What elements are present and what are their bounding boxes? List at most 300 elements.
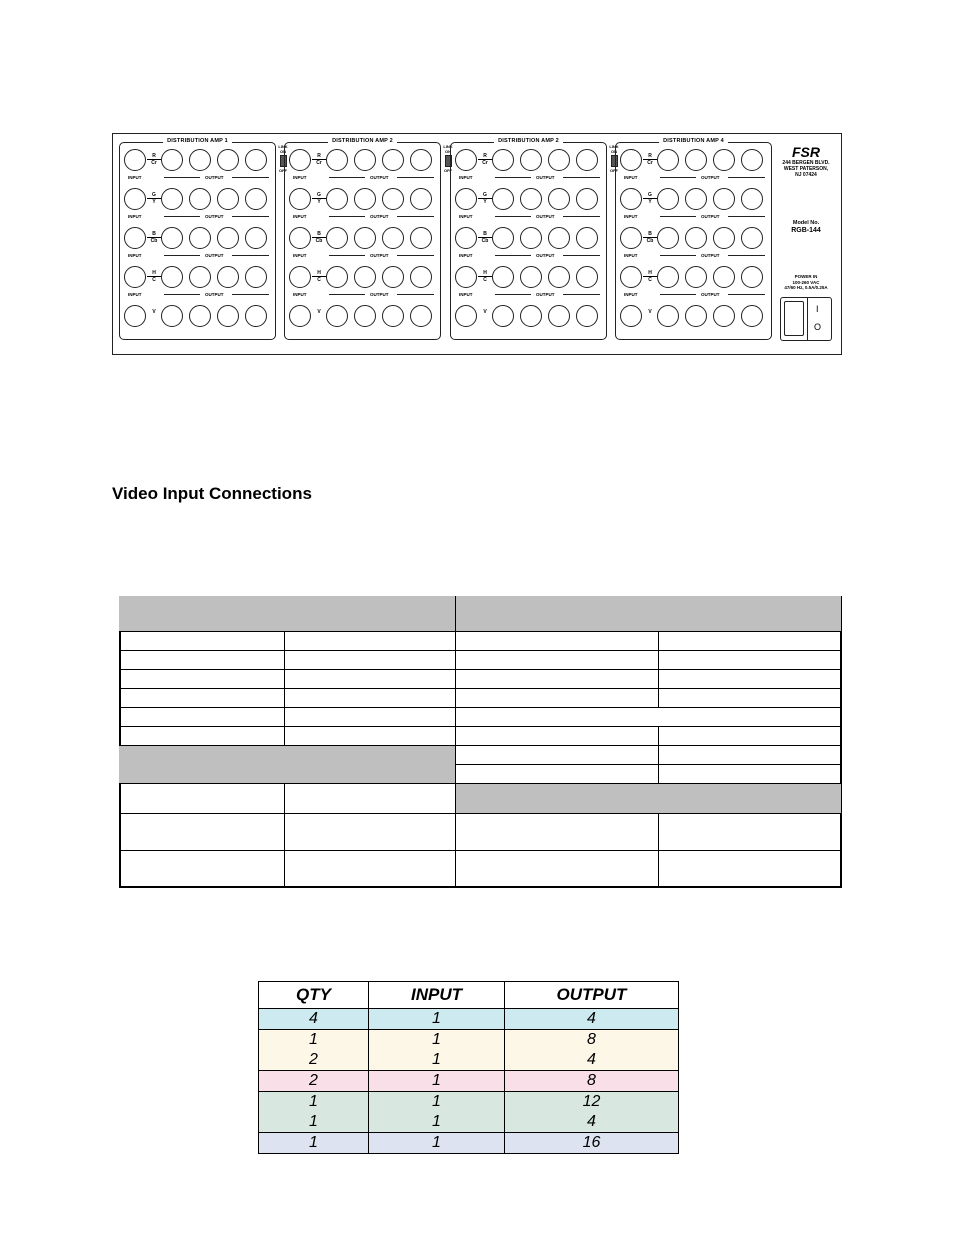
brand-address-line: 244 BERGEN BLVD. xyxy=(782,160,830,166)
output-connector-icon[interactable] xyxy=(685,266,707,288)
power-block xyxy=(773,274,839,291)
table-cell xyxy=(659,746,842,765)
input-label: INPUT xyxy=(459,175,473,180)
input-label: INPUT xyxy=(624,253,638,258)
output-connector-icon[interactable] xyxy=(161,305,183,327)
signal-alt-name: Cb xyxy=(315,238,323,244)
output-connector-icon[interactable] xyxy=(410,305,432,327)
output-line xyxy=(728,294,765,295)
output-connector-icon[interactable] xyxy=(492,227,514,249)
signal-name: H xyxy=(478,270,492,277)
input-label: INPUT xyxy=(624,175,638,180)
input-label: INPUT xyxy=(293,253,307,258)
signal-alt-name: Cb xyxy=(646,238,654,244)
output-connector-icon[interactable] xyxy=(520,149,542,171)
signal-name: B xyxy=(312,231,326,238)
table-cell xyxy=(285,814,456,851)
cell-value: 1 xyxy=(432,1113,441,1130)
table-cell xyxy=(285,632,456,651)
input-connector-icon[interactable] xyxy=(289,188,311,210)
rocker-icon xyxy=(784,301,804,336)
signal-label xyxy=(147,153,161,166)
table-cell xyxy=(285,784,456,814)
output-line xyxy=(563,294,600,295)
link-on-label: ON xyxy=(445,149,451,154)
output-connector-icon[interactable] xyxy=(410,266,432,288)
table-cell xyxy=(456,689,659,708)
output-line xyxy=(232,177,269,178)
signal-label xyxy=(312,309,326,315)
output-line xyxy=(495,177,531,178)
input-connector-icon[interactable] xyxy=(620,227,642,249)
amp-title-text: DISTRIBUTION AMP 1 xyxy=(163,138,232,144)
input-connector-icon[interactable] xyxy=(289,266,311,288)
input-connector-icon[interactable] xyxy=(289,305,311,327)
table-cell xyxy=(659,632,842,651)
signal-alt-name: Cb xyxy=(150,238,158,244)
output-connector-icon[interactable] xyxy=(741,227,763,249)
output-connector-icon[interactable] xyxy=(657,149,679,171)
input-label: INPUT xyxy=(459,253,473,258)
output-connector-icon[interactable] xyxy=(548,188,570,210)
output-connector-icon[interactable] xyxy=(245,188,267,210)
output-connector-icon[interactable] xyxy=(713,227,735,249)
output-connector-icon[interactable] xyxy=(548,305,570,327)
output-connector-icon[interactable] xyxy=(354,188,376,210)
output-connector-icon[interactable] xyxy=(382,188,404,210)
cell-value: 16 xyxy=(582,1134,601,1151)
output-line xyxy=(232,216,269,217)
qty-cell xyxy=(259,1133,369,1154)
output-connector-icon[interactable] xyxy=(217,305,239,327)
link-on-label: ON xyxy=(280,149,286,154)
output-connector-icon[interactable] xyxy=(576,227,598,249)
cell-value: 8 xyxy=(587,1031,596,1048)
power-switch[interactable] xyxy=(780,297,832,341)
input-connector-icon[interactable] xyxy=(124,266,146,288)
output-connector-icon[interactable] xyxy=(354,227,376,249)
table-cell xyxy=(456,851,659,888)
output-connector-icon[interactable] xyxy=(685,149,707,171)
output-connector-icon[interactable] xyxy=(382,266,404,288)
qty-table-header-row xyxy=(259,982,679,1009)
table-cell xyxy=(456,632,659,651)
output-connector-icon[interactable] xyxy=(713,266,735,288)
table-header-cell xyxy=(119,746,456,784)
signal-label xyxy=(147,231,161,244)
output-connector-icon[interactable] xyxy=(161,149,183,171)
output-line xyxy=(660,294,696,295)
input-connector-icon[interactable] xyxy=(455,305,477,327)
output-connector-icon[interactable] xyxy=(410,188,432,210)
output-label: OUTPUT xyxy=(701,214,720,219)
signal-alt-name: C xyxy=(152,277,156,283)
output-connector-icon[interactable] xyxy=(685,227,707,249)
table-cell xyxy=(119,851,285,888)
output-connector-icon[interactable] xyxy=(161,188,183,210)
amp-module xyxy=(119,138,276,340)
amp-title-text: DISTRIBUTION AMP 4 xyxy=(659,138,728,144)
output-label: OUTPUT xyxy=(205,292,224,297)
input-connector-icon[interactable] xyxy=(620,305,642,327)
power-line: 47/60 Hz, 0.5A/0.25A xyxy=(784,285,828,290)
input-connector-icon[interactable] xyxy=(455,266,477,288)
signal-label xyxy=(478,153,492,166)
output-cell xyxy=(505,1092,679,1133)
model-label: Model No. xyxy=(792,220,820,226)
output-connector-icon[interactable] xyxy=(576,149,598,171)
signal-label xyxy=(478,231,492,244)
output-connector-icon[interactable] xyxy=(741,188,763,210)
table-header-cell xyxy=(456,596,842,632)
output-connector-icon[interactable] xyxy=(520,305,542,327)
output-line xyxy=(232,255,269,256)
table-cell xyxy=(119,727,285,746)
signal-alt-name: Cr xyxy=(316,160,322,166)
input-connector-icon[interactable] xyxy=(124,227,146,249)
output-connector-icon[interactable] xyxy=(576,188,598,210)
input-cell xyxy=(369,1133,505,1154)
output-line xyxy=(329,255,365,256)
table-cell xyxy=(456,651,659,670)
signal-alt-name: Cr xyxy=(482,160,488,166)
input-connector-icon[interactable] xyxy=(455,149,477,171)
input-connector-icon[interactable] xyxy=(124,149,146,171)
table-cell xyxy=(659,689,842,708)
signal-label xyxy=(312,270,326,283)
table-cell xyxy=(119,708,285,727)
output-connector-icon[interactable] xyxy=(492,188,514,210)
output-connector-icon[interactable] xyxy=(354,149,376,171)
signal-name: V xyxy=(648,309,652,315)
signal-name: R xyxy=(147,153,161,160)
output-line xyxy=(397,216,434,217)
qty-cell xyxy=(259,1009,369,1030)
output-connector-icon[interactable] xyxy=(354,305,376,327)
cell-value: 1 xyxy=(432,1093,441,1110)
cell-value: 1 xyxy=(432,1031,441,1048)
output-connector-icon[interactable] xyxy=(326,305,348,327)
output-connector-icon[interactable] xyxy=(741,149,763,171)
output-label: OUTPUT xyxy=(205,214,224,219)
output-connector-icon[interactable] xyxy=(189,266,211,288)
link-label: LINK xyxy=(609,144,619,149)
signal-name: R xyxy=(643,153,657,160)
output-label: OUTPUT xyxy=(205,253,224,258)
output-connector-icon[interactable] xyxy=(326,266,348,288)
output-line xyxy=(329,294,365,295)
input-connector-icon[interactable] xyxy=(124,188,146,210)
table-cell xyxy=(659,727,842,746)
output-connector-icon[interactable] xyxy=(382,227,404,249)
table-cell xyxy=(285,651,456,670)
output-connector-icon[interactable] xyxy=(354,266,376,288)
output-connector-icon[interactable] xyxy=(713,305,735,327)
output-connector-icon[interactable] xyxy=(713,188,735,210)
output-label: OUTPUT xyxy=(370,175,389,180)
output-connector-icon[interactable] xyxy=(217,149,239,171)
signal-label xyxy=(147,270,161,283)
switch-divider xyxy=(807,298,808,340)
output-connector-icon[interactable] xyxy=(326,149,348,171)
qty-table-row xyxy=(259,1030,679,1071)
table-cell xyxy=(456,746,659,765)
signal-label xyxy=(643,192,657,205)
table-cell xyxy=(659,670,842,689)
cell-value: 2 xyxy=(309,1072,318,1089)
output-connector-icon[interactable] xyxy=(245,149,267,171)
signal-name: G xyxy=(643,192,657,199)
output-label: OUTPUT xyxy=(205,175,224,180)
output-connector-icon[interactable] xyxy=(548,227,570,249)
signal-name: H xyxy=(147,270,161,277)
output-connector-icon[interactable] xyxy=(410,149,432,171)
signal-label xyxy=(478,309,492,315)
table-cell xyxy=(119,670,285,689)
model-block xyxy=(773,220,839,235)
input-label: INPUT xyxy=(293,175,307,180)
output-connector-icon[interactable] xyxy=(245,305,267,327)
brand-address-line: WEST PATERSON, xyxy=(783,166,829,172)
output-connector-icon[interactable] xyxy=(576,305,598,327)
signal-alt-name: Cb xyxy=(481,238,489,244)
input-connector-icon[interactable] xyxy=(289,227,311,249)
cell-value: 1 xyxy=(432,1051,441,1068)
table-cell xyxy=(285,670,456,689)
output-connector-icon[interactable] xyxy=(657,188,679,210)
output-cell xyxy=(505,1030,679,1071)
output-connector-icon[interactable] xyxy=(657,227,679,249)
output-connector-icon[interactable] xyxy=(326,227,348,249)
output-label: OUTPUT xyxy=(370,253,389,258)
output-line xyxy=(495,216,531,217)
output-line xyxy=(164,255,200,256)
signal-alt-name: Y xyxy=(483,199,487,205)
signal-label xyxy=(147,192,161,205)
input-cell xyxy=(369,1071,505,1092)
input-connector-icon[interactable] xyxy=(455,188,477,210)
amp-title-text: DISTRIBUTION AMP 2 xyxy=(494,138,563,144)
input-label: INPUT xyxy=(459,292,473,297)
qty-table-row xyxy=(259,1071,679,1092)
table-cell xyxy=(456,814,659,851)
output-connector-icon[interactable] xyxy=(217,227,239,249)
output-cell xyxy=(505,1133,679,1154)
table-cell xyxy=(659,851,842,888)
output-line xyxy=(495,294,531,295)
output-connector-icon[interactable] xyxy=(382,305,404,327)
output-connector-icon[interactable] xyxy=(492,149,514,171)
link-off-label: OFF xyxy=(610,168,618,173)
output-line xyxy=(164,294,200,295)
table-header-cell xyxy=(456,784,842,814)
signal-name: G xyxy=(147,192,161,199)
output-line xyxy=(563,177,600,178)
signal-alt-name: Cr xyxy=(647,160,653,166)
output-label: OUTPUT xyxy=(701,292,720,297)
amp-module xyxy=(284,138,441,340)
output-line xyxy=(397,294,434,295)
signal-label xyxy=(312,153,326,166)
signal-alt-name: Y xyxy=(317,199,321,205)
table-header-cell xyxy=(119,596,456,632)
output-connector-icon[interactable] xyxy=(520,227,542,249)
output-line xyxy=(660,255,696,256)
cell-value: 1 xyxy=(432,1010,441,1027)
link-label: LINK xyxy=(278,144,288,149)
output-line xyxy=(164,216,200,217)
output-connector-icon[interactable] xyxy=(685,305,707,327)
cell-value: 4 xyxy=(587,1113,596,1130)
signal-name: V xyxy=(317,309,321,315)
output-connector-icon[interactable] xyxy=(548,266,570,288)
output-label: OUTPUT xyxy=(536,175,555,180)
output-connector-icon[interactable] xyxy=(492,305,514,327)
cell-value: 4 xyxy=(587,1051,596,1068)
output-connector-icon[interactable] xyxy=(245,227,267,249)
input-cell xyxy=(369,1030,505,1071)
input-label: INPUT xyxy=(624,292,638,297)
signal-alt-name: C xyxy=(317,277,321,283)
output-connector-icon[interactable] xyxy=(189,227,211,249)
qty-table-row xyxy=(259,1133,679,1154)
output-connector-icon[interactable] xyxy=(189,149,211,171)
amp-title xyxy=(120,138,275,144)
output-connector-icon[interactable] xyxy=(161,227,183,249)
signal-name: H xyxy=(312,270,326,277)
output-connector-icon[interactable] xyxy=(189,188,211,210)
table-cell xyxy=(659,814,842,851)
cell-value: 1 xyxy=(309,1093,318,1110)
output-connector-icon[interactable] xyxy=(520,188,542,210)
input-connector-icon[interactable] xyxy=(620,188,642,210)
table-cell xyxy=(456,765,659,784)
output-label: OUTPUT xyxy=(701,175,720,180)
output-line xyxy=(660,216,696,217)
output-connector-icon[interactable] xyxy=(741,266,763,288)
connection-grid-table xyxy=(119,596,842,888)
signal-label xyxy=(312,231,326,244)
power-on-symbol: I xyxy=(816,304,819,314)
amp-title xyxy=(616,138,771,144)
table-cell xyxy=(119,651,285,670)
output-line xyxy=(397,177,434,178)
output-connector-icon[interactable] xyxy=(326,188,348,210)
table-cell xyxy=(285,727,456,746)
amp-title xyxy=(451,138,606,144)
output-line xyxy=(728,177,765,178)
signal-label xyxy=(643,153,657,166)
output-connector-icon[interactable] xyxy=(657,266,679,288)
output-label: OUTPUT xyxy=(536,214,555,219)
qty-cell xyxy=(259,1092,369,1133)
output-connector-icon[interactable] xyxy=(161,266,183,288)
input-connector-icon[interactable] xyxy=(620,266,642,288)
signal-alt-name: C xyxy=(648,277,652,283)
output-connector-icon[interactable] xyxy=(548,149,570,171)
output-line xyxy=(563,216,600,217)
signal-name: V xyxy=(483,309,487,315)
output-connector-icon[interactable] xyxy=(741,305,763,327)
output-connector-icon[interactable] xyxy=(245,266,267,288)
signal-name: R xyxy=(312,153,326,160)
signal-label xyxy=(478,192,492,205)
qty-header: QTY xyxy=(259,982,369,1009)
input-label: INPUT xyxy=(293,214,307,219)
input-cell xyxy=(369,1092,505,1133)
qty-table-row xyxy=(259,1009,679,1030)
signal-name: B xyxy=(147,231,161,238)
output-line xyxy=(495,255,531,256)
input-label: INPUT xyxy=(128,214,142,219)
table-cell xyxy=(119,689,285,708)
output-connector-icon[interactable] xyxy=(685,188,707,210)
output-line xyxy=(329,177,365,178)
output-connector-icon[interactable] xyxy=(217,188,239,210)
cell-value: 4 xyxy=(587,1010,596,1027)
power-line: POWER IN xyxy=(794,274,818,279)
output-connector-icon[interactable] xyxy=(189,305,211,327)
amp-title-text: DISTRIBUTION AMP 2 xyxy=(328,138,397,144)
link-label: LINK xyxy=(443,144,453,149)
qty-table-row xyxy=(259,1092,679,1133)
output-connector-icon[interactable] xyxy=(217,266,239,288)
input-connector-icon[interactable] xyxy=(620,149,642,171)
table-cell xyxy=(119,632,285,651)
table-cell xyxy=(659,651,842,670)
input-connector-icon[interactable] xyxy=(124,305,146,327)
output-connector-icon[interactable] xyxy=(520,266,542,288)
output-line xyxy=(728,216,765,217)
output-line xyxy=(232,294,269,295)
table-cell xyxy=(456,708,842,727)
signal-name: B xyxy=(643,231,657,238)
signal-label xyxy=(643,270,657,283)
output-connector-icon[interactable] xyxy=(382,149,404,171)
brand-address-line: NJ 07424 xyxy=(795,172,817,178)
signal-label xyxy=(478,270,492,283)
input-connector-icon[interactable] xyxy=(289,149,311,171)
input-header: INPUT xyxy=(369,982,505,1009)
qty-cell xyxy=(259,1030,369,1071)
section-heading: Video Input Connections xyxy=(112,484,312,503)
output-connector-icon[interactable] xyxy=(713,149,735,171)
output-line xyxy=(164,177,200,178)
output-label: OUTPUT xyxy=(370,292,389,297)
output-connector-icon[interactable] xyxy=(576,266,598,288)
table-cell xyxy=(456,670,659,689)
signal-alt-name: Y xyxy=(152,199,156,205)
output-connector-icon[interactable] xyxy=(657,305,679,327)
table-cell xyxy=(119,814,285,851)
output-line xyxy=(728,255,765,256)
input-label: INPUT xyxy=(128,175,142,180)
signal-alt-name: Y xyxy=(648,199,652,205)
brand-logo: FSR xyxy=(792,144,820,160)
input-connector-icon[interactable] xyxy=(455,227,477,249)
link-on-label: ON xyxy=(611,149,617,154)
signal-name: H xyxy=(643,270,657,277)
cell-value: 1 xyxy=(432,1134,441,1151)
output-label: OUTPUT xyxy=(701,253,720,258)
brand-block xyxy=(773,144,839,178)
output-connector-icon[interactable] xyxy=(492,266,514,288)
output-line xyxy=(563,255,600,256)
signal-name: G xyxy=(312,192,326,199)
output-cell xyxy=(505,1071,679,1092)
link-off-label: OFF xyxy=(279,168,287,173)
output-connector-icon[interactable] xyxy=(410,227,432,249)
